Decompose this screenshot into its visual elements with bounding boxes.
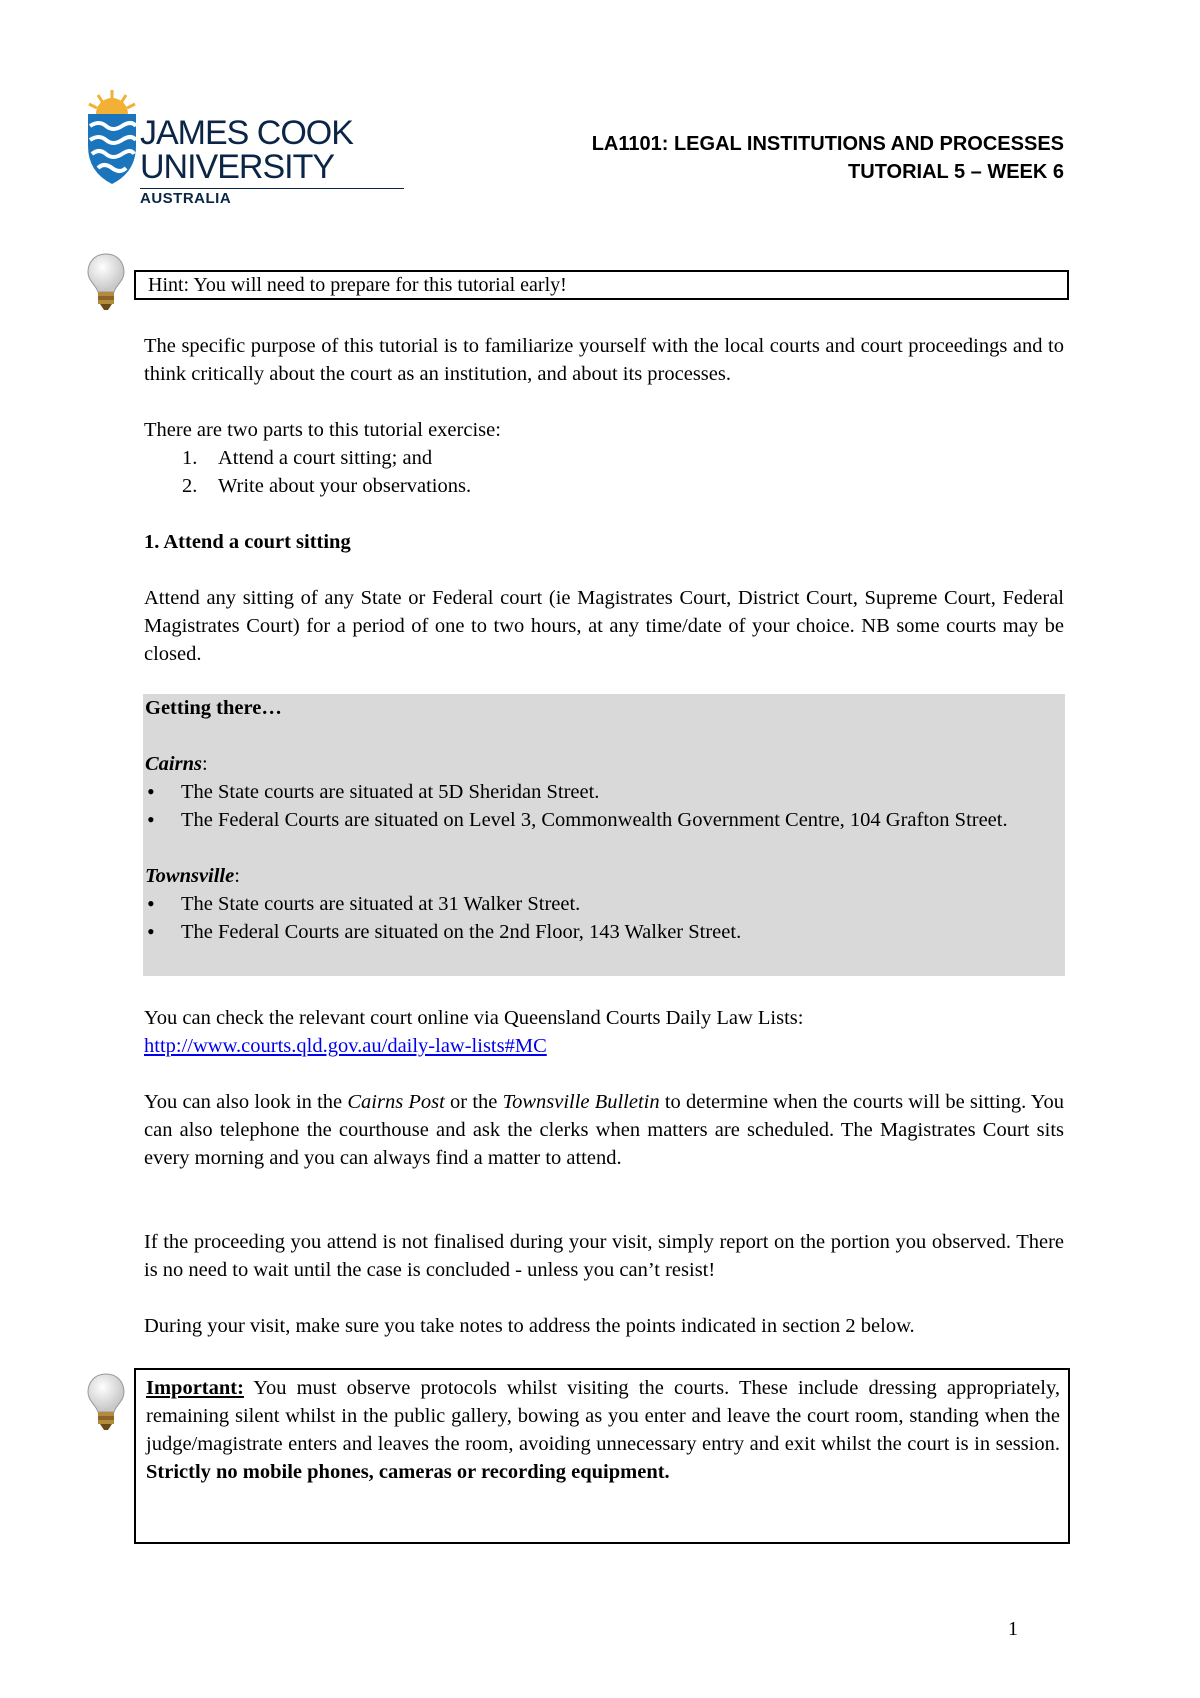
document-header (592, 130, 1064, 186)
jcu-crest-icon (84, 88, 140, 188)
townsville-list (145, 890, 1063, 946)
important-body: You must observe protocols whilst visiting the courts. These include dressing appropriately, remaining silent whilst in the public gallery, bowing as you enter and leave the court room, standing when the judge/magistrate enters and leaves the room, avoiding unnecessary entry and exit whilst the court is in session. (146, 1377, 1060, 1455)
parts-list (144, 444, 1064, 500)
list-item: • The State courts are situated at 5D Sheridan Street. (145, 778, 1063, 806)
list-item: • The State courts are situated at 31 Walker Street. (145, 890, 1063, 918)
tutorial-subtitle: TUTORIAL 5 – WEEK 6 (848, 161, 1064, 183)
important-box (134, 1368, 1070, 1544)
jcu-logo (84, 88, 353, 208)
newspaper-paragraph: You can also look in the Cairns Post or the Townsville Bulletin to determine when the courts will be sitting. You can also telephone the courthouse and ask the clerks when matters are scheduled. The Magistrates Court sits every morning and you can always find a matter to attend. (144, 1091, 1064, 1169)
list-item: • The Federal Courts are situated on the 2nd Floor, 143 Walker Street. (145, 918, 1063, 946)
section1-body: Attend any sitting of any State or Federal court (ie Magistrates Court, District Court, Supreme Court, Federal Magistrates Court) for a period of one to two hours, at any time/date of your choice. NB some courts may be closed. (144, 587, 1064, 665)
logo-text-james-cook: JAMES COOK (140, 114, 353, 152)
course-title: LA1101: LEGAL INSTITUTIONS AND PROCESSES (591, 133, 1064, 155)
townsville-heading: Townsville: (145, 865, 240, 887)
online-block (144, 1004, 1064, 1060)
lightbulb-icon (86, 252, 126, 312)
parts-lead: There are two parts to this tutorial exercise: (144, 419, 501, 441)
parts-block (144, 416, 1064, 500)
cairns-post-title: Cairns Post (347, 1091, 445, 1113)
getting-there-heading: Getting there… (145, 697, 282, 719)
intro-purpose (144, 332, 1064, 388)
cairns-list (145, 778, 1063, 834)
logo-text-australia: AUSTRALIA (140, 190, 232, 207)
getting-there-box (143, 694, 1065, 976)
townsville-bulletin-title: Townsville Bulletin (502, 1091, 660, 1113)
notes-paragraph: During your visit, make sure you take notes to address the points indicated in section 2 below. (144, 1315, 915, 1337)
lightbulb-icon (86, 1372, 126, 1432)
list-item: 1. Attend a court sitting; and (182, 447, 433, 469)
list-item: • The Federal Courts are situated on Level 3, Commonwealth Government Centre, 104 Grafton Street. (145, 806, 1063, 834)
hint-box: Hint: You will need to prepare for this tutorial early! (134, 270, 1069, 300)
not-finalised-paragraph: If the proceeding you attend is not finalised during your visit, simply report on the portion you observed. There is no need to wait until the case is concluded - unless you can’t resist! (144, 1231, 1064, 1281)
logo-text-university: UNIVERSITY (140, 148, 335, 186)
logo-divider (140, 188, 404, 189)
important-label: Important: (146, 1377, 244, 1399)
list-item: 2. Write about your observations. (182, 475, 472, 497)
page-number: 1 (1008, 1618, 1018, 1640)
daily-law-lists-link[interactable]: http://www.courts.qld.gov.au/daily-law-lists#MC (144, 1035, 547, 1057)
important-warning: Strictly no mobile phones, cameras or recording equipment. (146, 1461, 670, 1483)
purpose-paragraph: The specific purpose of this tutorial is to familiarize yourself with the local courts and court proceedings and to think critically about the court as an institution, and about its processes. (144, 335, 1064, 385)
section-heading: 1. Attend a court sitting (144, 531, 351, 553)
cairns-heading: Cairns: (145, 753, 208, 775)
online-text: You can check the relevant court online via Queensland Courts Daily Law Lists: (144, 1007, 804, 1029)
